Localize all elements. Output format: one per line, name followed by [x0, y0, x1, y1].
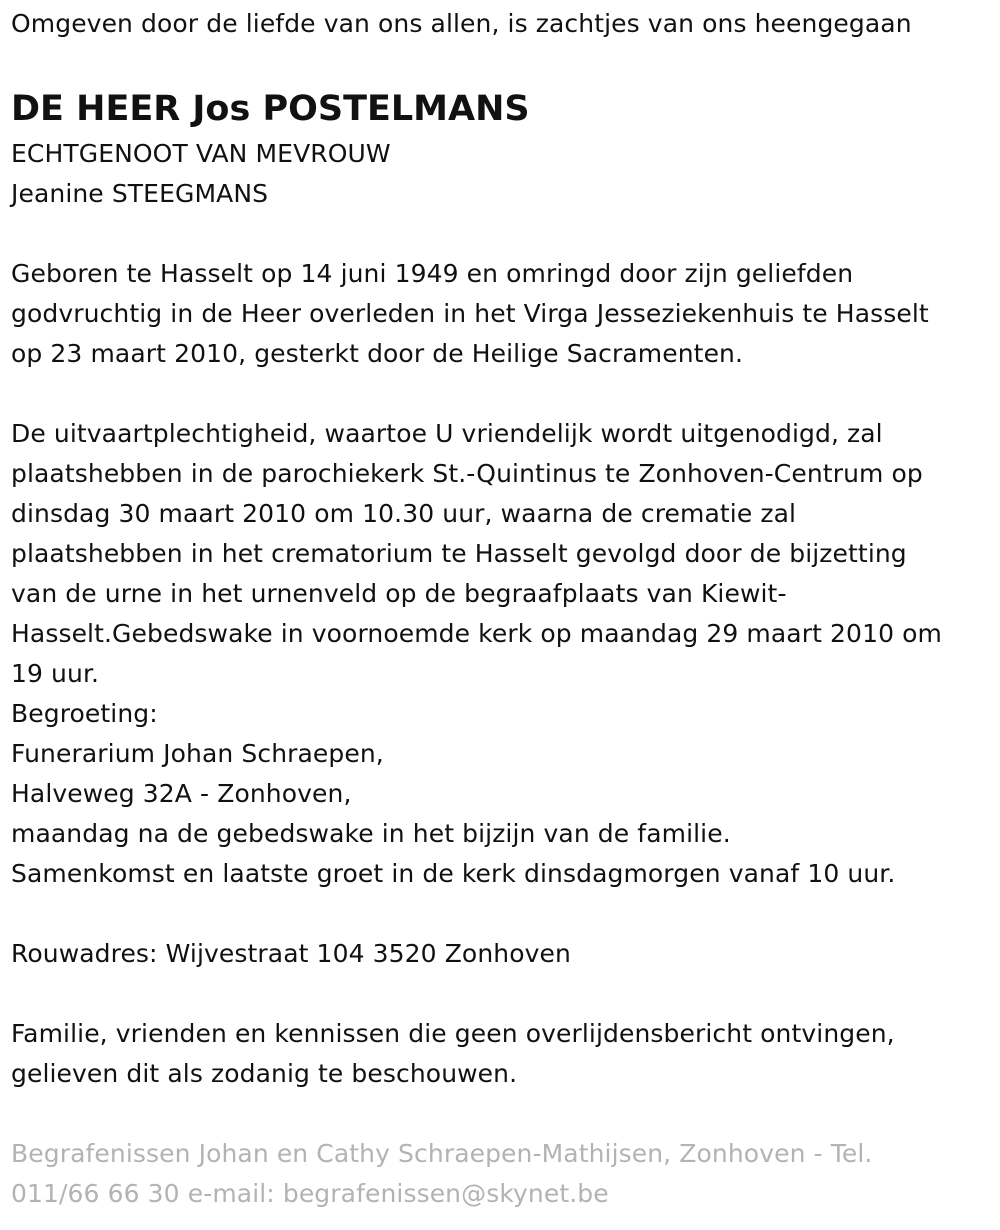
notice-paragraph [11, 1014, 990, 1094]
greeting-line: Halveweg 32A - Zonhoven, [11, 779, 352, 808]
birth-paragraph [11, 254, 990, 374]
spacer [11, 374, 990, 414]
ceremony-line: 19 uur. [11, 659, 100, 688]
greeting-line: Begroeting: [11, 699, 158, 728]
greeting-line: Funerarium Johan Schraepen, [11, 739, 384, 768]
birth-line: Geboren te Hasselt op 14 juni 1949 en omringd door zijn geliefden [11, 259, 854, 288]
footer-line: Begrafenissen Johan en Cathy Schraepen-Mathijsen, Zonhoven - Tel. [11, 1139, 873, 1168]
ceremony-line: De uitvaartplechtigheid, waartoe U vriendelijk wordt uitgenodigd, zal [11, 419, 883, 448]
ceremony-line: Hasselt.Gebedswake in voornoemde kerk op maandag 29 maart 2010 om [11, 619, 942, 648]
spacer [11, 1094, 990, 1134]
spouse-line-1: ECHTGENOOT VAN MEVROUW [11, 139, 391, 168]
ceremony-line: van de urne in het urnenveld op de begraafplaats van Kiewit- [11, 579, 787, 608]
footer-line: 011/66 66 30 e-mail: begrafenissen@skynet.be [11, 1179, 609, 1208]
ceremony-line: plaatshebben in de parochiekerk St.-Quintinus te Zonhoven-Centrum op [11, 459, 923, 488]
birth-line: godvruchtig in de Heer overleden in het Virga Jesseziekenhuis te Hasselt [11, 299, 929, 328]
spacer [11, 974, 990, 1014]
mourning-address: Rouwadres: Wijvestraat 104 3520 Zonhoven [11, 939, 571, 968]
ceremony-paragraph [11, 414, 990, 694]
greeting-paragraph [11, 694, 990, 894]
ceremony-line: dinsdag 30 maart 2010 om 10.30 uur, waarna de crematie zal [11, 499, 797, 528]
spacer [11, 214, 990, 254]
intro-line: Omgeven door de liefde van ons allen, is zachtjes van ons heengegaan [11, 9, 912, 38]
notice-line: gelieven dit als zodanig te beschouwen. [11, 1059, 518, 1088]
notice-line: Familie, vrienden en kennissen die geen overlijdensbericht ontvingen, [11, 1019, 895, 1048]
funeral-home-footer [11, 1134, 990, 1214]
birth-line: op 23 maart 2010, gesterkt door de Heilige Sacramenten. [11, 339, 744, 368]
deceased-name-title: DE HEER Jos POSTELMANS [11, 89, 530, 129]
ceremony-line: plaatshebben in het crematorium te Hasselt gevolgd door de bijzetting [11, 539, 907, 568]
spouse-line-2: Jeanine STEEGMANS [11, 179, 269, 208]
greeting-line: maandag na de gebedswake in het bijzijn van de familie. [11, 819, 731, 848]
greeting-line: Samenkomst en laatste groet in de kerk dinsdagmorgen vanaf 10 uur. [11, 859, 896, 888]
spacer [11, 44, 990, 84]
spacer [11, 894, 990, 934]
